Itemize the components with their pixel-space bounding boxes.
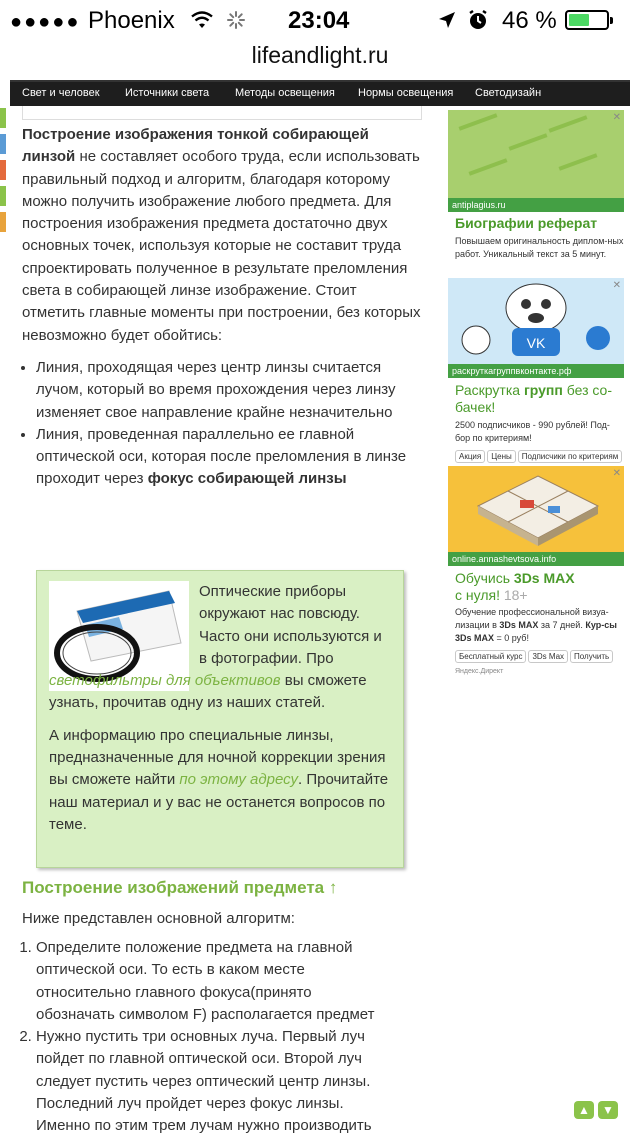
callout-text-part: Оптические приборы окружают нас повсюду. Часто они используются и в фотографии. Про xyxy=(199,583,382,667)
share-sidebar xyxy=(0,108,8,238)
ad-links xyxy=(455,646,615,664)
battery-percent: 46 % xyxy=(502,7,557,34)
key-points-list xyxy=(22,357,422,491)
ad-text xyxy=(455,606,625,645)
share-button[interactable] xyxy=(0,160,6,180)
clock-time: 23:04 xyxy=(288,7,350,34)
night-lens-link[interactable]: по этому адресу xyxy=(179,771,298,789)
ad-source[interactable]: online.annashevtsova.info xyxy=(448,552,624,566)
ad-image-3d-house[interactable] xyxy=(448,466,624,552)
callout-paragraph xyxy=(49,670,389,715)
ad-text: Повышаем оригинальность диплом-ных работ. Уникальный текст за 5 минут. xyxy=(455,236,624,259)
share-button[interactable] xyxy=(0,212,6,232)
ad-close-icon[interactable]: ✕ xyxy=(612,112,621,123)
nav-item-light-design[interactable]: Светодизайн xyxy=(475,87,542,99)
address-bar[interactable] xyxy=(0,42,640,72)
ad-link-chip[interactable]: Цены xyxy=(487,450,516,463)
age-rating-badge: 18+ xyxy=(503,587,528,603)
ad-title[interactable]: Биографии реферат xyxy=(455,215,598,231)
share-button[interactable] xyxy=(0,108,6,128)
ad-link-chip[interactable]: 3Ds Max xyxy=(528,650,568,663)
ad-title-part: Раскрутка xyxy=(455,382,524,398)
nav-item-light-and-man[interactable]: Свет и человек xyxy=(22,87,100,99)
battery-icon xyxy=(565,10,609,30)
submenu-strip xyxy=(22,106,422,120)
article-body xyxy=(22,124,422,491)
ad-link-chip[interactable]: Бесплатный курс xyxy=(455,650,526,663)
ad-network-label[interactable]: Яндекс.Директ xyxy=(455,668,504,675)
callout-text-part: вы сможете узнать, прочитав одну из наших статей. xyxy=(49,672,367,712)
callout-text-part: А информацию про специальные линзы, предназначенные для ночной коррекции зрения вы сможете найти xyxy=(49,726,386,789)
ad-title-part: групп xyxy=(523,382,563,398)
scroll-up-button[interactable] xyxy=(574,1101,594,1119)
ad-source[interactable]: antiplagius.ru xyxy=(448,198,624,212)
ad-text: 2500 подписчиков - 990 рублей! Под-бор по критериям! xyxy=(455,420,610,443)
bullet-text: Линия, проведенная параллельно ее главной оптической оси, которая после преломления в линзе проходит через xyxy=(36,425,407,488)
section-heading[interactable]: Построение изображений предмета ↑ xyxy=(22,878,338,897)
ad-text-part: 3Ds MAX xyxy=(499,620,539,630)
wifi-icon xyxy=(190,11,214,29)
bullet-bold: фокус собирающей линзы xyxy=(147,470,347,488)
chevron-down-icon: ▼ xyxy=(602,1103,614,1117)
ad-image-antiplagius[interactable] xyxy=(448,110,624,198)
alarm-icon xyxy=(467,9,489,31)
ad-title[interactable] xyxy=(455,570,575,604)
loading-spinner-icon xyxy=(226,10,246,30)
main-navigation xyxy=(10,80,630,106)
article-intro xyxy=(22,124,422,347)
ad-text-part: за 7 дней. xyxy=(538,620,586,630)
ad-link-chip[interactable]: Получить xyxy=(570,650,613,663)
carrier-name: Phoenix xyxy=(88,7,175,34)
callout-paragraph xyxy=(49,581,389,670)
filters-link[interactable]: светофильтры для объективов xyxy=(49,672,281,690)
list-item xyxy=(36,357,422,424)
callout-paragraph xyxy=(49,725,389,836)
ad-title-part: с нуля! xyxy=(455,587,500,603)
share-button[interactable] xyxy=(0,134,6,154)
algorithm-steps xyxy=(12,937,392,1138)
bullet-text: Линия, проходящая через центр линзы считается лучом, который во время прохождения через линзу изменяет свое направление крайне незначительно xyxy=(36,358,396,421)
ad-link-chip[interactable]: Подписчики по критериям xyxy=(518,450,622,463)
location-arrow-icon xyxy=(438,11,456,29)
info-callout xyxy=(36,570,404,868)
chevron-up-icon: ▲ xyxy=(578,1103,590,1117)
list-item xyxy=(36,424,422,491)
ad-text-part: = 0 руб! xyxy=(494,633,529,643)
scroll-down-button[interactable] xyxy=(598,1101,618,1119)
ad-links xyxy=(455,446,624,464)
intro-bold: Построение изображения тонкой собирающей линзой xyxy=(22,126,369,166)
ad-title-part: без со-бачек! xyxy=(455,382,612,415)
nav-item-lighting-methods[interactable]: Методы освещения xyxy=(235,87,335,99)
ad-close-icon[interactable]: ✕ xyxy=(612,468,621,479)
ad-text-part: Кур-сы 3Ds MAX xyxy=(455,620,617,643)
callout-text xyxy=(49,581,389,846)
nav-item-light-sources[interactable]: Источники света xyxy=(125,87,210,99)
list-item: 2. Нужно пустить три основных луча. Первый луч пойдет по главной оптической оси. Второй луч следует пустить через оптический центр линзы. Последний луч пройдет через фокус линзы. Именно по этим трем лучам нужно производить xyxy=(36,1026,392,1137)
ad-link-chip[interactable]: Акция xyxy=(455,450,485,463)
svg-text:VK: VK xyxy=(526,335,546,351)
ad-title-part: 3Ds MAX xyxy=(513,570,575,586)
ad-text-part: Обучение профессиональной визуа-лизации в xyxy=(455,607,609,630)
section-intro: Ниже представлен основной алгоритм: xyxy=(22,910,295,927)
ad-close-icon[interactable]: ✕ xyxy=(612,280,621,291)
ad-image-vk-promo[interactable] xyxy=(448,278,624,364)
signal-strength-icon: ●●●●● xyxy=(10,11,81,33)
ad-title[interactable] xyxy=(455,382,615,416)
nav-item-lighting-norms[interactable]: Нормы освещения xyxy=(358,87,454,99)
url-text: lifeandlight.ru xyxy=(251,42,389,68)
callout-text-part: . Прочитайте наш материал и у вас не останется вопросов по теме. xyxy=(49,771,389,833)
ad-title-part: Обучись xyxy=(455,570,514,586)
status-bar xyxy=(0,0,640,40)
share-button[interactable] xyxy=(0,186,6,206)
intro-text: не составляет особого труда, если использовать правильный подход и алгоритм, благодаря которому можно получить изображение любого предмета. Для построения изображения предмета достаточно двух основных точек, используя которые не составит труда спроектировать полученное в результате преломления света в собирающей линзе изображение. Стоит отметить главные моменты при построении, без которых невозможно будет обойтись: xyxy=(22,148,421,344)
ad-source[interactable]: раскруткагруппвконтакте.рф xyxy=(448,364,624,378)
list-item: 1. Определите положение предмета на главной оптической оси. То есть в каком месте относительно главного фокуса(принято обозначать символом F) располагается предмет xyxy=(36,937,392,1026)
